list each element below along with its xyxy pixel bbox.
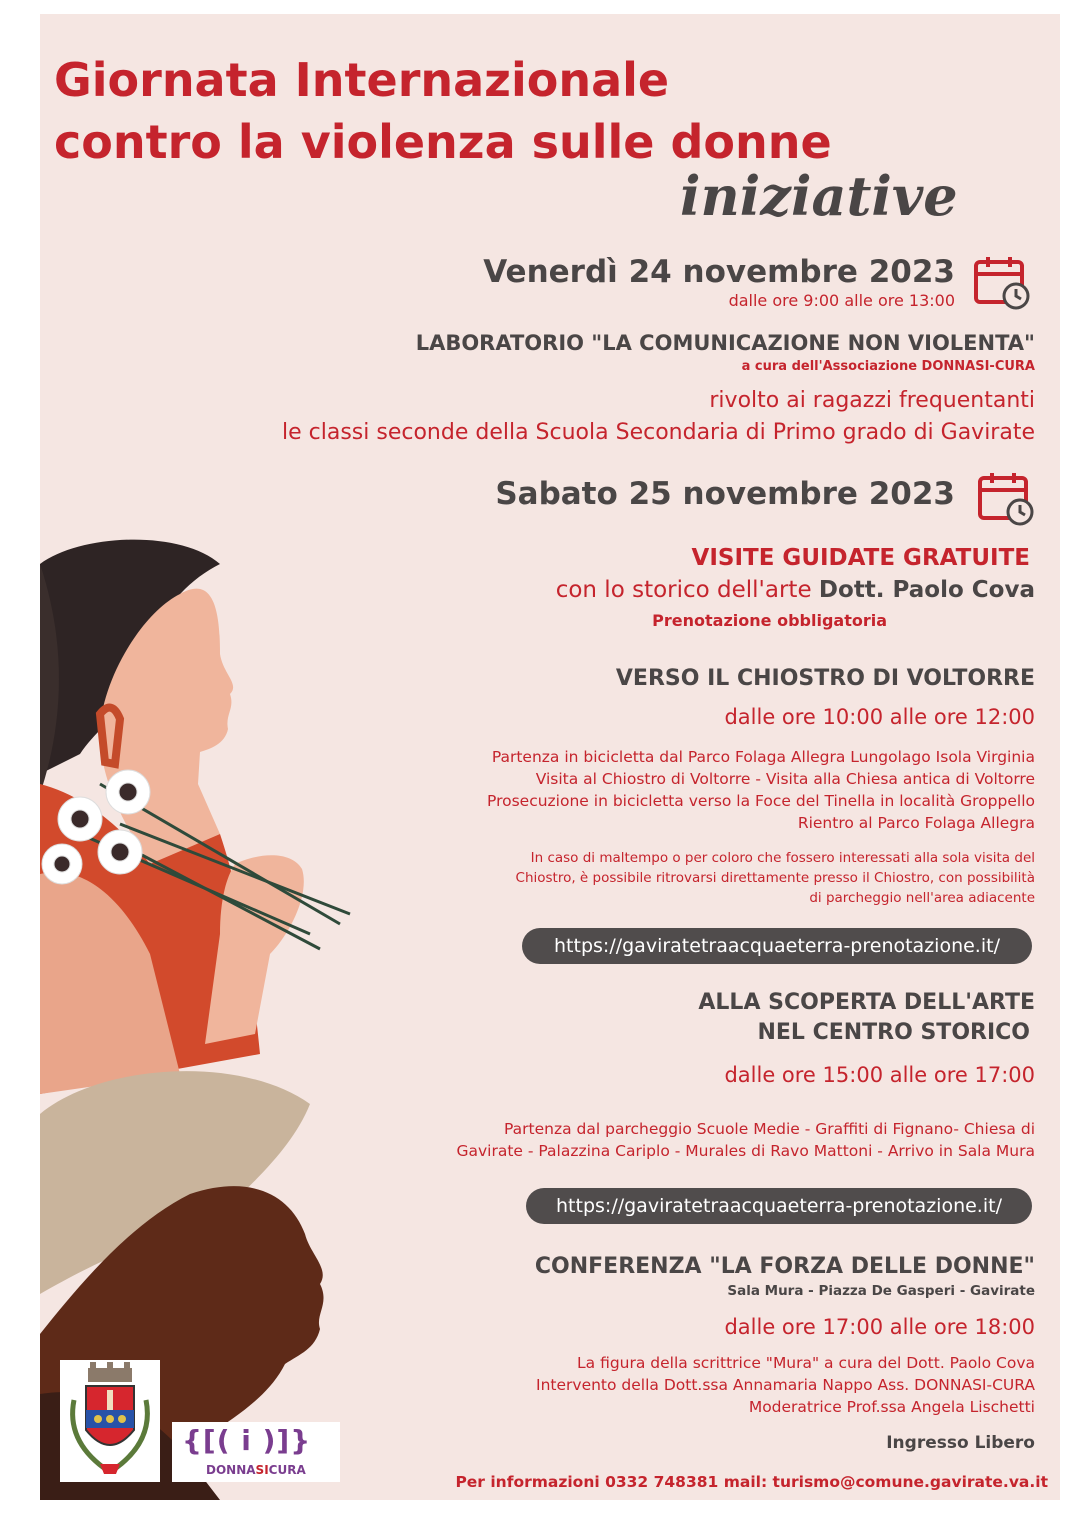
event1-date: Venerdì 24 novembre 2023 — [483, 254, 955, 290]
tour2-booking-link[interactable]: https://gaviratetraacquaeterra-prenotazione.it/ — [526, 1188, 1032, 1224]
tour1-note-2: Chiostro, è possibile ritrovarsi direttamente presso il Chiostro, con possibilità — [515, 870, 1035, 886]
calendar-clock-icon — [976, 470, 1036, 528]
tour1-detail-3: Prosecuzione in bicicletta verso la Foce del Tinella in località Groppello — [487, 792, 1035, 810]
donnasicura-logo — [172, 1422, 340, 1482]
event2-guide-name: Dott. Paolo Cova — [818, 577, 1035, 603]
event1-title: LABORATORIO "LA COMUNICAZIONE NON VIOLENTA" — [415, 331, 1035, 355]
conference-title: CONFERENZA "LA FORZA DELLE DONNE" — [534, 1254, 1035, 1279]
tour1-detail-2: Visita al Chiostro di Voltorre - Visita alla Chiesa antica di Voltorre — [535, 770, 1035, 788]
tour2-title-2: NEL CENTRO STORICO — [757, 1020, 1030, 1045]
footer-info: Per informazioni 0332 748381 mail: turismo@comune.gavirate.va.it — [455, 1473, 1048, 1491]
tour1-title: VERSO IL CHIOSTRO DI VOLTORRE — [615, 666, 1035, 691]
event1-audience-2: le classi seconde della Scuola Secondaria di Primo grado di Gavirate — [282, 420, 1035, 445]
logo-text-si: SI — [255, 1463, 269, 1477]
title-line-1: Giornata Internazionale — [54, 53, 670, 107]
event1-curator: a cura dell'Associazione DONNASI-CURA — [741, 359, 1035, 374]
tour1-booking-link[interactable]: https://gaviratetraacquaeterra-prenotazione.it/ — [522, 928, 1032, 964]
tour2-time: dalle ore 15:00 alle ore 17:00 — [724, 1063, 1035, 1087]
event2-date: Sabato 25 novembre 2023 — [495, 476, 955, 512]
conference-entry: Ingresso Libero — [886, 1433, 1035, 1453]
tour1-detail-1: Partenza in bicicletta dal Parco Folaga Allegra Lungolago Isola Virginia — [491, 748, 1035, 766]
conference-location: Sala Mura - Piazza De Gasperi - Gavirate — [727, 1283, 1035, 1299]
tour2-title-1: ALLA SCOPERTA DELL'ARTE — [698, 990, 1035, 1015]
women-illustration — [40, 534, 520, 1500]
coat-of-arms-graphic — [60, 1360, 160, 1482]
conference-detail-3: Moderatrice Prof.ssa Angela Lischetti — [748, 1398, 1035, 1416]
tour2-detail-1: Partenza dal parcheggio Scuole Medie - Graffiti di Fignano- Chiesa di — [504, 1120, 1035, 1138]
event2-heading: VISITE GUIDATE GRATUITE — [691, 545, 1030, 571]
event2-booking-note: Prenotazione obbligatoria — [652, 611, 887, 630]
tour2-detail-2: Gavirate - Palazzina Cariplo - Murales di Ravo Mattoni - Arrivo in Sala Mura — [456, 1142, 1035, 1160]
event2-guide-prefix: con lo storico dell'arte — [555, 577, 819, 603]
calendar-clock-icon — [972, 254, 1032, 312]
logo-text-cura: CURA — [268, 1463, 306, 1477]
conference-detail-1: La figura della scrittrice "Mura" a cura del Dott. Paolo Cova — [577, 1354, 1035, 1372]
donnasicura-symbol: {[( i )]} — [182, 1424, 312, 1457]
tour1-note-3: di parcheggio nell'area adiacente — [809, 890, 1035, 906]
title-line-2: contro la violenza sulle donne — [54, 115, 832, 169]
tour1-note-1: In caso di maltempo o per coloro che fossero interessati alla sola visita del — [530, 850, 1035, 866]
coat-of-arms-logo — [60, 1360, 160, 1482]
conference-time: dalle ore 17:00 alle ore 18:00 — [724, 1315, 1035, 1339]
event1-audience-1: rivolto ai ragazzi frequentanti — [709, 388, 1035, 413]
event2-guide — [556, 574, 1035, 606]
tour1-time: dalle ore 10:00 alle ore 12:00 — [724, 705, 1035, 729]
tour1-detail-4: Rientro al Parco Folaga Allegra — [797, 814, 1035, 832]
event-poster — [40, 14, 1060, 1500]
logo-text-donna: DONNA — [206, 1463, 256, 1477]
conference-detail-2: Intervento della Dott.ssa Annamaria Nappo Ass. DONNASI-CURA — [536, 1376, 1035, 1394]
event1-time: dalle ore 9:00 alle ore 13:00 — [728, 291, 955, 310]
script-subtitle: iniziative — [680, 164, 958, 228]
donnasicura-text — [206, 1462, 306, 1478]
